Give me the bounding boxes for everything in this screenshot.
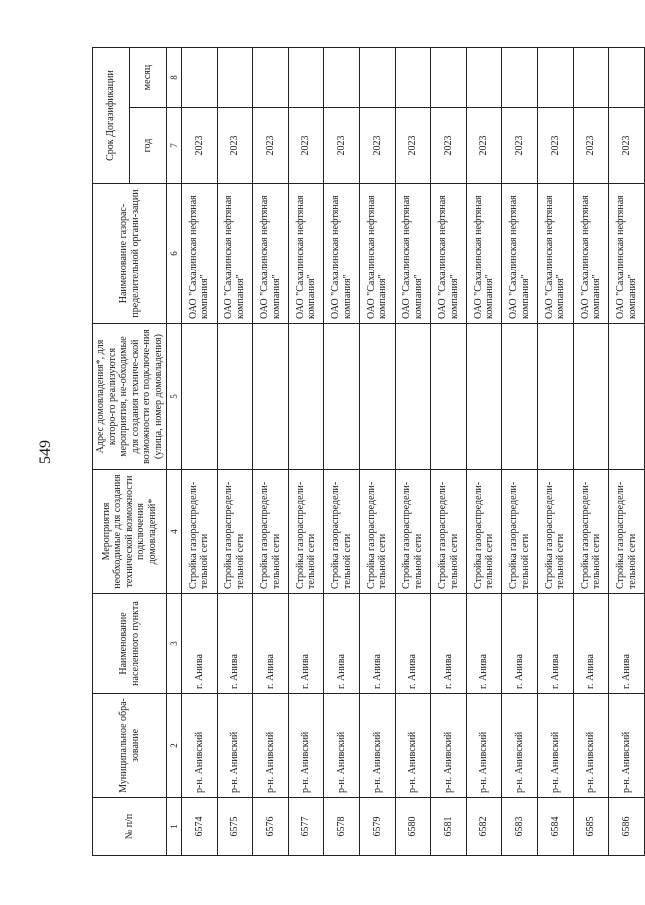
cell-year: 2023 bbox=[288, 108, 324, 184]
cell-address bbox=[324, 324, 360, 470]
cell-num: 6586 bbox=[609, 798, 645, 856]
cell-address bbox=[217, 324, 253, 470]
cell-settlement: г. Анива bbox=[324, 594, 360, 694]
cell-org: ОАО "Сахалинская нефтяная компания" bbox=[573, 184, 609, 324]
cell-year: 2023 bbox=[182, 108, 218, 184]
cell-year: 2023 bbox=[324, 108, 360, 184]
cell-address bbox=[395, 324, 431, 470]
column-number-row bbox=[167, 47, 182, 855]
gasification-table bbox=[92, 47, 645, 856]
table-row bbox=[538, 47, 574, 855]
cell-settlement: г. Анива bbox=[288, 594, 324, 694]
cell-org: ОАО "Сахалинская нефтяная компания" bbox=[502, 184, 538, 324]
cell-municipality: р-н. Анивский bbox=[360, 694, 396, 798]
cell-settlement: г. Анива bbox=[182, 594, 218, 694]
cell-year: 2023 bbox=[538, 108, 574, 184]
cell-num: 6582 bbox=[466, 798, 502, 856]
cell-municipality: р-н. Анивский bbox=[395, 694, 431, 798]
column-number: 5 bbox=[167, 324, 182, 470]
header-address: Адрес домовладения*, для которо-го реализуются мероприятия, не-обходимые для создания техниче-ской возможности его подключе-ния (улица, номер домовладения) bbox=[93, 324, 167, 470]
cell-address bbox=[538, 324, 574, 470]
cell-org: ОАО "Сахалинская нефтяная компания" bbox=[609, 184, 645, 324]
cell-settlement: г. Анива bbox=[466, 594, 502, 694]
cell-month bbox=[431, 47, 467, 107]
cell-month bbox=[573, 47, 609, 107]
cell-year: 2023 bbox=[360, 108, 396, 184]
header-municipality: Муниципальное обра-зование bbox=[93, 694, 167, 798]
column-number: 8 bbox=[167, 47, 182, 107]
column-number: 3 bbox=[167, 594, 182, 694]
table-body bbox=[182, 47, 645, 855]
cell-org: ОАО "Сахалинская нефтяная компания" bbox=[217, 184, 253, 324]
cell-municipality: р-н. Анивский bbox=[182, 694, 218, 798]
table-row bbox=[288, 47, 324, 855]
cell-address bbox=[288, 324, 324, 470]
cell-settlement: г. Анива bbox=[431, 594, 467, 694]
cell-org: ОАО "Сахалинская нефтяная компания" bbox=[253, 184, 289, 324]
cell-address bbox=[609, 324, 645, 470]
table-row bbox=[609, 47, 645, 855]
cell-municipality: р-н. Анивский bbox=[253, 694, 289, 798]
cell-month bbox=[395, 47, 431, 107]
cell-month bbox=[253, 47, 289, 107]
cell-measures: Стройка газораспредели-тельной сети bbox=[538, 470, 574, 594]
header-year: год bbox=[130, 108, 167, 184]
table-row bbox=[431, 47, 467, 855]
cell-org: ОАО "Сахалинская нефтяная компания" bbox=[538, 184, 574, 324]
cell-settlement: г. Анива bbox=[573, 594, 609, 694]
header-measures: Мероприятия необходимые для создания технической возможности подключения домовладений* bbox=[93, 470, 167, 594]
header-term: Срок Догазификации bbox=[93, 47, 130, 183]
cell-org: ОАО "Сахалинская нефтяная компания" bbox=[466, 184, 502, 324]
cell-num: 6574 bbox=[182, 798, 218, 856]
cell-measures: Стройка газораспредели-тельной сети bbox=[431, 470, 467, 594]
column-number: 7 bbox=[167, 108, 182, 184]
cell-measures: Стройка газораспредели-тельной сети bbox=[609, 470, 645, 594]
cell-num: 6578 bbox=[324, 798, 360, 856]
cell-municipality: р-н. Анивский bbox=[609, 694, 645, 798]
cell-municipality: р-н. Анивский bbox=[538, 694, 574, 798]
header-org: Наименование газорас-пределительной органи-зации bbox=[93, 184, 167, 324]
cell-municipality: р-н. Анивский bbox=[324, 694, 360, 798]
cell-month bbox=[538, 47, 574, 107]
cell-settlement: г. Анива bbox=[609, 594, 645, 694]
cell-settlement: г. Анива bbox=[360, 594, 396, 694]
cell-address bbox=[573, 324, 609, 470]
cell-address bbox=[360, 324, 396, 470]
page-number: 549 bbox=[37, 440, 54, 464]
cell-municipality: р-н. Анивский bbox=[573, 694, 609, 798]
cell-num: 6583 bbox=[502, 798, 538, 856]
cell-month bbox=[217, 47, 253, 107]
cell-measures: Стройка газораспредели-тельной сети bbox=[360, 470, 396, 594]
cell-address bbox=[182, 324, 218, 470]
cell-org: ОАО "Сахалинская нефтяная компания" bbox=[324, 184, 360, 324]
cell-month bbox=[609, 47, 645, 107]
column-number: 2 bbox=[167, 694, 182, 798]
table-row bbox=[217, 47, 253, 855]
table-row bbox=[182, 47, 218, 855]
cell-municipality: р-н. Анивский bbox=[288, 694, 324, 798]
cell-org: ОАО "Сахалинская нефтяная компания" bbox=[182, 184, 218, 324]
cell-year: 2023 bbox=[466, 108, 502, 184]
header-settlement: Наименование населенного пункта bbox=[93, 594, 167, 694]
table-row bbox=[324, 47, 360, 855]
cell-num: 6581 bbox=[431, 798, 467, 856]
cell-month bbox=[466, 47, 502, 107]
cell-org: ОАО "Сахалинская нефтяная компания" bbox=[395, 184, 431, 324]
cell-measures: Стройка газораспредели-тельной сети bbox=[502, 470, 538, 594]
cell-month bbox=[288, 47, 324, 107]
cell-settlement: г. Анива bbox=[253, 594, 289, 694]
header-month: месяц bbox=[130, 47, 167, 107]
cell-settlement: г. Анива bbox=[538, 594, 574, 694]
cell-month bbox=[360, 47, 396, 107]
cell-municipality: р-н. Анивский bbox=[217, 694, 253, 798]
cell-address bbox=[466, 324, 502, 470]
cell-org: ОАО "Сахалинская нефтяная компания" bbox=[360, 184, 396, 324]
cell-measures: Стройка газораспредели-тельной сети bbox=[395, 470, 431, 594]
cell-address bbox=[502, 324, 538, 470]
cell-num: 6584 bbox=[538, 798, 574, 856]
cell-year: 2023 bbox=[573, 108, 609, 184]
cell-org: ОАО "Сахалинская нефтяная компания" bbox=[431, 184, 467, 324]
table-row bbox=[360, 47, 396, 855]
cell-year: 2023 bbox=[609, 108, 645, 184]
cell-num: 6577 bbox=[288, 798, 324, 856]
cell-measures: Стройка газораспредели-тельной сети bbox=[466, 470, 502, 594]
table-wrapper bbox=[92, 48, 638, 856]
cell-num: 6576 bbox=[253, 798, 289, 856]
cell-month bbox=[502, 47, 538, 107]
cell-address bbox=[431, 324, 467, 470]
cell-month bbox=[324, 47, 360, 107]
cell-year: 2023 bbox=[431, 108, 467, 184]
cell-year: 2023 bbox=[253, 108, 289, 184]
table-row bbox=[395, 47, 431, 855]
cell-settlement: г. Анива bbox=[502, 594, 538, 694]
table-row bbox=[253, 47, 289, 855]
table-row bbox=[502, 47, 538, 855]
cell-num: 6579 bbox=[360, 798, 396, 856]
column-number: 1 bbox=[167, 798, 182, 856]
cell-measures: Стройка газораспредели-тельной сети bbox=[573, 470, 609, 594]
cell-measures: Стройка газораспредели-тельной сети bbox=[253, 470, 289, 594]
cell-address bbox=[253, 324, 289, 470]
cell-measures: Стройка газораспредели-тельной сети bbox=[324, 470, 360, 594]
column-number: 6 bbox=[167, 184, 182, 324]
cell-settlement: г. Анива bbox=[217, 594, 253, 694]
cell-measures: Стройка газораспредели-тельной сети bbox=[217, 470, 253, 594]
header-num: № п/п bbox=[93, 798, 167, 856]
cell-municipality: р-н. Анивский bbox=[466, 694, 502, 798]
cell-measures: Стройка газораспредели-тельной сети bbox=[288, 470, 324, 594]
column-number: 4 bbox=[167, 470, 182, 594]
cell-num: 6575 bbox=[217, 798, 253, 856]
cell-org: ОАО "Сахалинская нефтяная компания" bbox=[288, 184, 324, 324]
cell-num: 6585 bbox=[573, 798, 609, 856]
cell-municipality: р-н. Анивский bbox=[502, 694, 538, 798]
cell-settlement: г. Анива bbox=[395, 594, 431, 694]
cell-municipality: р-н. Анивский bbox=[431, 694, 467, 798]
table-row bbox=[466, 47, 502, 855]
cell-measures: Стройка газораспредели-тельной сети bbox=[182, 470, 218, 594]
cell-month bbox=[182, 47, 218, 107]
cell-year: 2023 bbox=[395, 108, 431, 184]
cell-num: 6580 bbox=[395, 798, 431, 856]
table-row bbox=[573, 47, 609, 855]
cell-year: 2023 bbox=[217, 108, 253, 184]
cell-year: 2023 bbox=[502, 108, 538, 184]
